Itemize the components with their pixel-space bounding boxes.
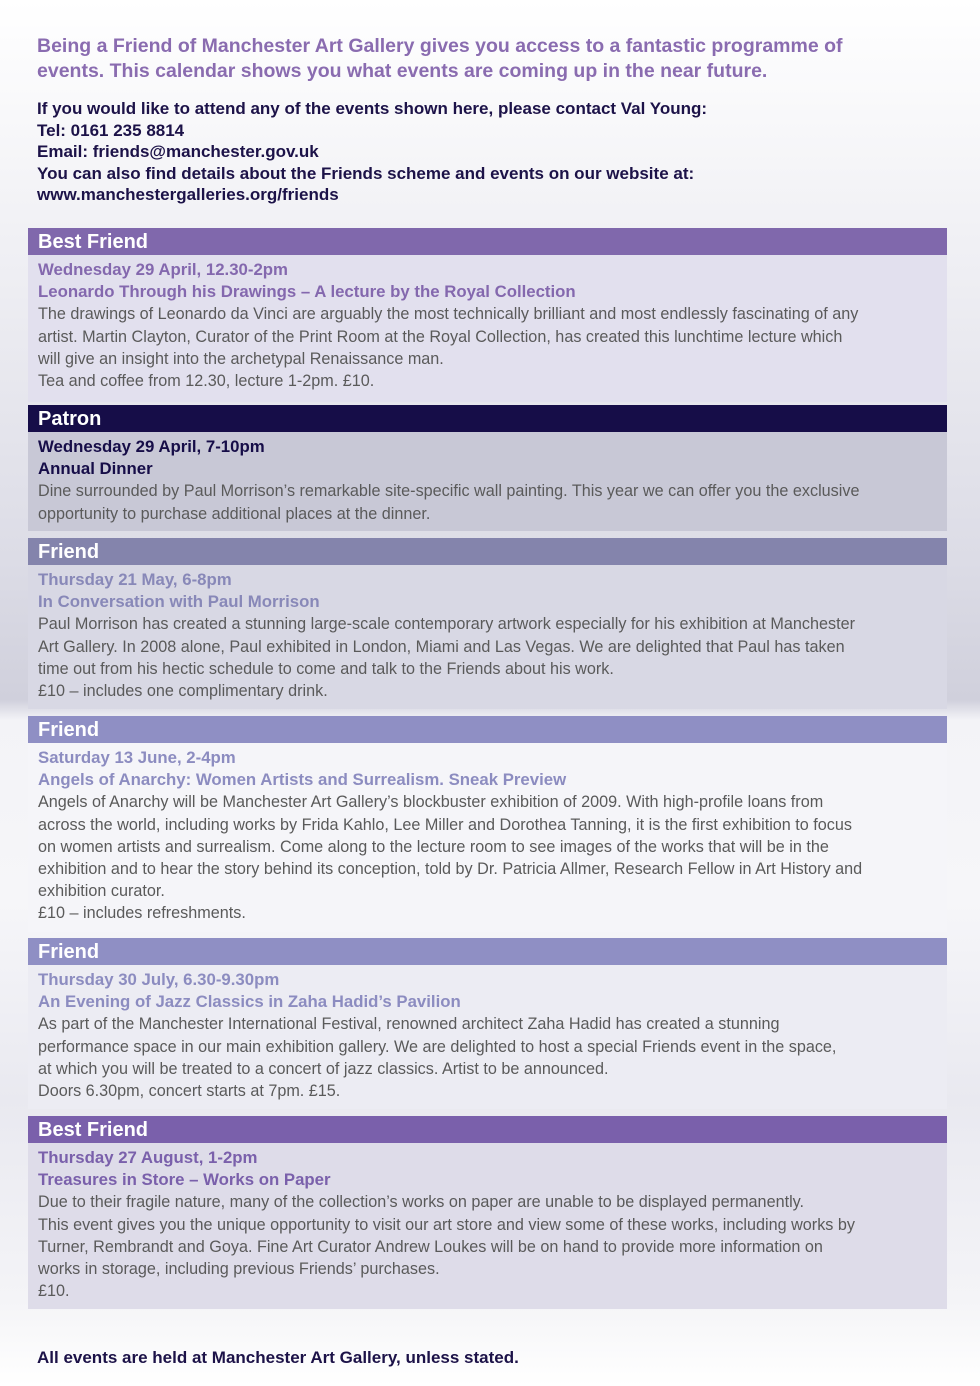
event-card: [28, 228, 947, 402]
event-desc-line: £10 – includes refreshments.: [38, 904, 246, 923]
footer-note: All events are held at Manchester Art Gallery, unless stated.: [37, 1348, 519, 1367]
event-desc-line: Art Gallery. In 2008 alone, Paul exhibited in London, Miami and Las Vegas. We are delighted that Paul has taken: [38, 637, 845, 656]
event-date: Wednesday 29 April, 7-10pm: [38, 437, 265, 456]
event-tier-header: Best Friend: [28, 1116, 947, 1143]
event-card: [28, 716, 947, 932]
event-desc-line: at which you will be treated to a concert of jazz classics. Artist to be announced.: [38, 1059, 609, 1078]
event-card: [28, 538, 947, 709]
event-desc-line: Turner, Rembrandt and Goya. Fine Art Curator Andrew Loukes will be on hand to provide more information on: [38, 1237, 823, 1256]
event-tier-header: Patron: [28, 405, 947, 432]
event-title: Treasures in Store – Works on Paper: [38, 1170, 331, 1190]
contact-website: www.manchestergalleries.org/friends: [37, 185, 339, 204]
event-desc-line: opportunity to purchase additional places at the dinner.: [38, 504, 431, 523]
event-desc-line: £10 – includes one complimentary drink.: [38, 682, 328, 701]
contact-line: If you would like to attend any of the events shown here, please contact Val Young:: [37, 99, 708, 118]
event-title: Annual Dinner: [38, 459, 153, 479]
event-desc-line: time out from his hectic schedule to come and talk to the Friends about his work.: [38, 659, 614, 678]
contact-email: Email: friends@manchester.gov.uk: [37, 142, 319, 161]
event-card: [28, 1116, 947, 1309]
event-body: [28, 432, 947, 531]
event-body: [28, 965, 947, 1109]
contact-line: You can also find details about the Friends scheme and events on our website at:: [37, 163, 695, 183]
event-desc-line: artist. Martin Clayton, Curator of the Print Room at the Royal Collection, has created this lunchtime lecture which: [38, 327, 843, 346]
event-desc-line: Dine surrounded by Paul Morrison’s remarkable site-specific wall painting. This year we can offer you the exclusive: [38, 482, 860, 501]
event-body: [28, 1143, 947, 1309]
event-desc-line: Doors 6.30pm, concert starts at 7pm. £15.: [38, 1082, 341, 1101]
event-desc-line: across the world, including works by Frida Kahlo, Lee Miller and Dorothea Tanning, it is the first exhibition to focus: [38, 815, 852, 834]
contact-tel: Tel: 0161 235 8814: [37, 120, 185, 140]
event-body: [28, 743, 947, 932]
event-date: Thursday 21 May, 6-8pm: [38, 570, 232, 589]
event-desc-line: Tea and coffee from 12.30, lecture 1-2pm. £10.: [38, 372, 375, 391]
event-date: Thursday 27 August, 1-2pm: [38, 1148, 258, 1167]
intro-line: events. This calendar shows you what events are coming up in the near future.: [37, 60, 768, 82]
event-card: [28, 938, 947, 1109]
intro-line: Being a Friend of Manchester Art Gallery gives you access to a fantastic programme of: [37, 35, 843, 57]
event-tier-header: Friend: [28, 938, 947, 965]
event-desc-line: Paul Morrison has created a stunning large-scale contemporary artwork especially for his exhibition at Manchester: [38, 615, 855, 634]
event-title: Angels of Anarchy: Women Artists and Surrealism. Sneak Preview: [38, 770, 567, 790]
event-tier-header: Friend: [28, 538, 947, 565]
event-title: In Conversation with Paul Morrison: [38, 592, 320, 612]
event-date: Wednesday 29 April, 12.30-2pm: [38, 260, 288, 279]
event-desc-line: works in storage, including previous Friends’ purchases.: [38, 1260, 440, 1279]
event-desc-line: £10.: [38, 1282, 70, 1301]
event-card: [28, 405, 947, 531]
event-desc-line: As part of the Manchester International Festival, renowned architect Zaha Hadid has created a stunning: [38, 1015, 780, 1034]
event-desc-line: will give an insight into the archetypal Renaissance man.: [38, 349, 444, 368]
intro-text: [37, 34, 957, 84]
event-tier-header: Friend: [28, 716, 947, 743]
event-desc-line: Angels of Anarchy will be Manchester Art Gallery’s blockbuster exhibition of 2009. With high-profile loans from: [38, 793, 824, 812]
event-date: Saturday 13 June, 2-4pm: [38, 748, 236, 767]
event-title: An Evening of Jazz Classics in Zaha Hadid’s Pavilion: [38, 992, 461, 1012]
event-desc-line: on women artists and surrealism. Come along to the lecture room to see images of the works that will be in the: [38, 837, 829, 856]
event-body: [28, 565, 947, 709]
event-tier-header: Best Friend: [28, 228, 947, 255]
event-desc-line: This event gives you the unique opportunity to visit our art store and view some of these works, including works by: [38, 1215, 855, 1234]
event-desc-line: performance space in our main exhibition gallery. We are delighted to host a special Friends event in the space,: [38, 1037, 837, 1056]
event-body: [28, 255, 947, 402]
event-desc-line: exhibition and to hear the story behind its conception, told by Dr. Patricia Allmer, Research Fellow in Art History and: [38, 860, 863, 879]
event-date: Thursday 30 July, 6.30-9.30pm: [38, 970, 280, 989]
contact-info: [37, 98, 957, 206]
event-desc-line: The drawings of Leonardo da Vinci are arguably the most technically brilliant and most endlessly fascinating of any: [38, 305, 859, 324]
event-desc-line: exhibition curator.: [38, 882, 165, 901]
event-desc-line: Due to their fragile nature, many of the collection’s works on paper are unable to be displayed permanently.: [38, 1193, 805, 1212]
event-title: Leonardo Through his Drawings – A lecture by the Royal Collection: [38, 282, 576, 302]
